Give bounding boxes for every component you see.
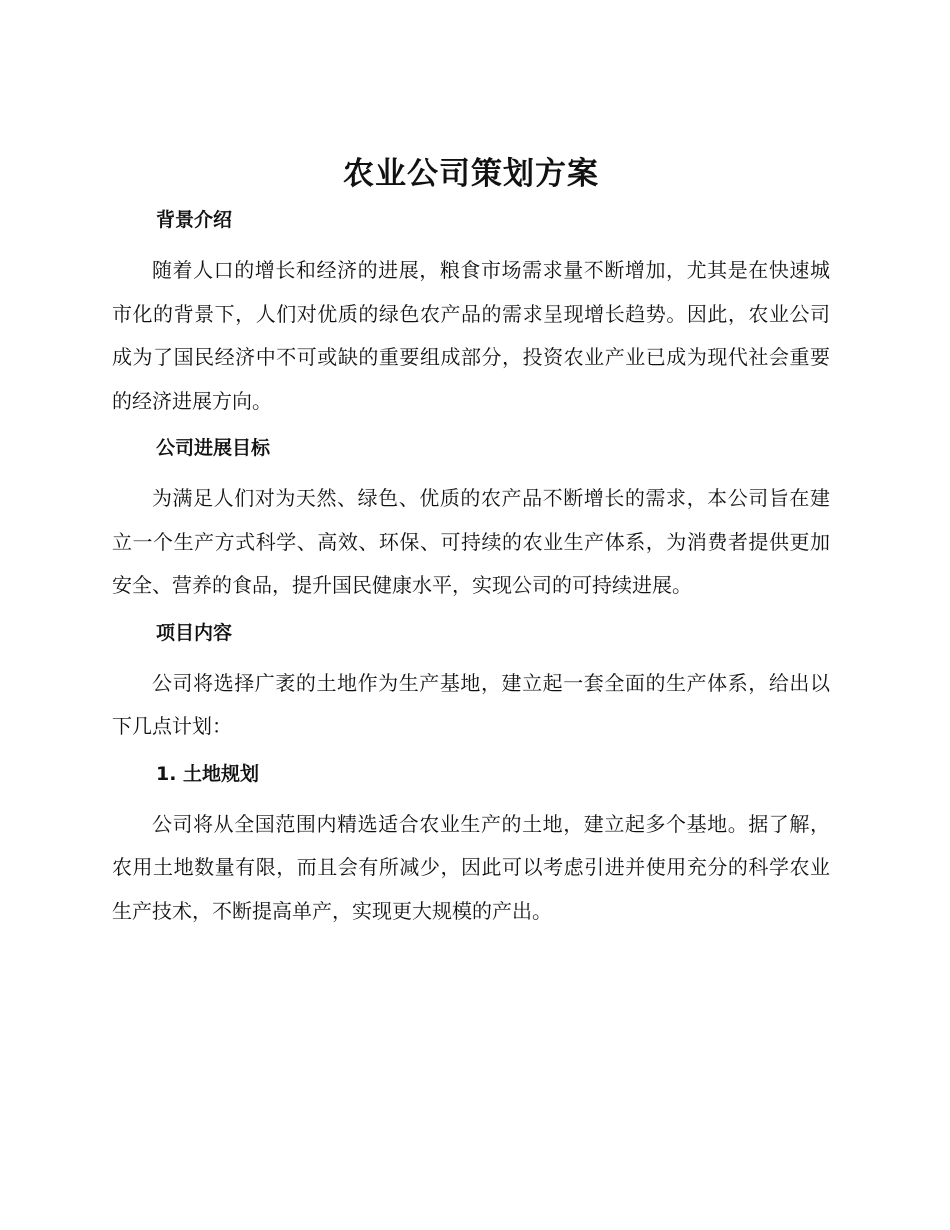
section-heading: 公司进展目标 (156, 437, 271, 459)
section-heading: 1. 土地规划 (156, 762, 260, 785)
section-paragraph: 随着人口的增长和经济的进展，粮食市场需求量不断增加，尤其是在快速城市化的背景下，人们对优质的绿色农产品的需求呈现增长趋势。因此，农业公司成为了国民经济中不可或缺的重要组成部分，投资农业产业已成为现代社会重要的经济进展方向。 (112, 258, 830, 413)
section-project-content (112, 619, 830, 749)
section-heading: 项目内容 (156, 621, 233, 644)
section-paragraph: 公司将选择广袤的土地作为生产基地，建立起一套全面的生产体系，给出以下几点计划： (112, 670, 830, 738)
section-background (112, 206, 830, 423)
document-title: 农业公司策划方案 (343, 156, 599, 192)
section-goals (112, 434, 830, 608)
document-page (112, 150, 830, 933)
section-land-planning (112, 760, 830, 934)
section-paragraph: 为满足人们对为天然、绿色、优质的农产品不断增长的需求，本公司旨在建立一个生产方式科学、高效、环保、可持续的农业生产体系，为消费者提供更加安全、营养的食品，提升国民健康水平，实现公司的可持续进展。 (112, 486, 830, 597)
section-heading: 背景介绍 (156, 209, 233, 231)
section-paragraph: 公司将从全国范围内精选适合农业生产的土地，建立起多个基地。据了解，农用土地数量有限，而且会有所减少，因此可以考虑引进并使用充分的科学农业生产技术，不断提高单产，实现更大规模的产出。 (112, 811, 830, 923)
